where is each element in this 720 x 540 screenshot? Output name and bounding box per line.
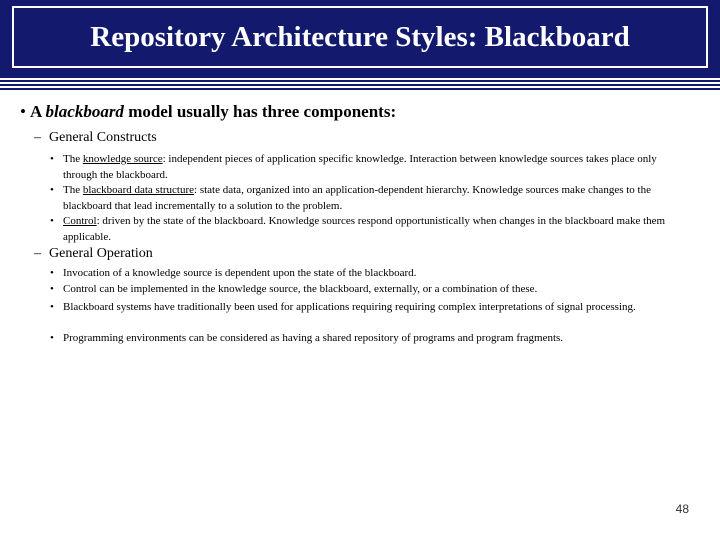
bullet-icon: • <box>20 102 26 121</box>
blackboard-term: blackboard <box>45 102 124 121</box>
term-control: Control <box>63 215 97 227</box>
page-number: 48 <box>675 502 689 516</box>
intro-bullet: • A blackboard model usually has three components: <box>20 102 397 121</box>
slide-title: Repository Architecture Styles: Blackboard <box>90 20 630 53</box>
title-underline-stripes <box>0 76 720 92</box>
section-heading-constructs: – General Constructs <box>34 130 157 145</box>
list-item: • Control: driven by the state of the blackboard. Knowledge sources respond opportunistically when changes in the blackboard make them applicable. <box>50 215 666 243</box>
list-item: • The knowledge source: independent pieces of application specific knowledge. Interaction between knowledge sources takes place only through the blackboard. <box>50 153 657 181</box>
term-blackboard-data-structure: blackboard data structure <box>82 184 195 196</box>
term-knowledge-source: knowledge source <box>82 153 163 165</box>
list-item: • Programming environments can be considered as having a shared repository of programs and program fragments. <box>50 332 564 344</box>
title-bar <box>0 0 720 76</box>
section-heading-operation: – General Operation <box>34 246 153 261</box>
title-frame <box>12 6 708 68</box>
list-item: • Blackboard systems have traditionally been used for applications requiring requiring complex interpretations of signal processing. <box>50 301 636 313</box>
list-item: • Invocation of a knowledge source is dependent upon the state of the blackboard. <box>50 267 417 279</box>
list-item: • The blackboard data structure: state data, organized into an application-dependent hierarchy. Knowledge sources make changes to the blackboard that lead incrementally to a solution to the problem. <box>50 184 651 212</box>
list-item: • Control can be implemented in the knowledge source, the blackboard, externally, or a combination of these. <box>50 283 538 295</box>
